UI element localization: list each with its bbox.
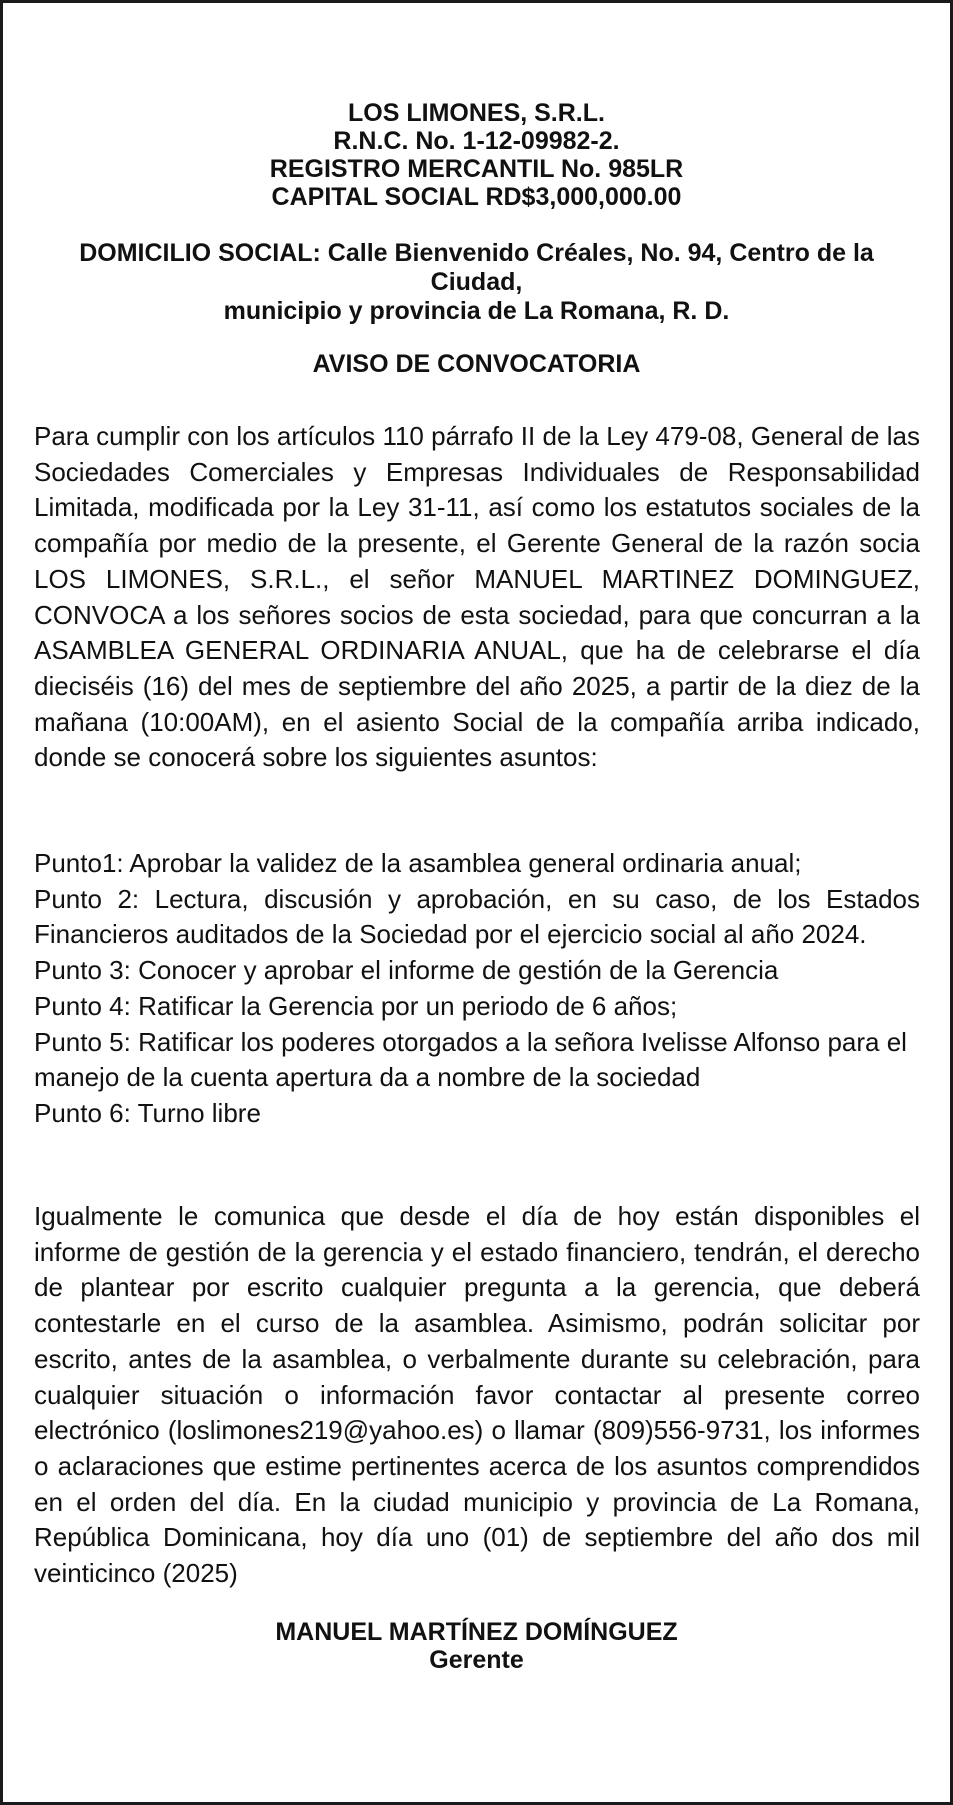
company-capital: CAPITAL SOCIAL RD$3,000,000.00	[271, 183, 682, 211]
convocation-paragraph: Para cumplir con los artículos 110 párrafo II de la Ley 479-08, General de las Sociedades Comerciales y Empresas Individuales de Responsabilidad Limitada, modificada por la Ley 31-11, así como los estatutos sociales de la compañía por medio de la presente, el Gerente General de la razón socia LOS LIMONES, S.R.L., el señor MANUEL MARTINEZ DOMINGUEZ, CONVOCA a los señores socios de esta sociedad, para que concurran a la ASAMBLEA GENERAL ORDINARIA ANUAL, que ha de celebrarse el día dieciséis (16) del mes de septiembre del año 2025, a partir de la diez de la mañana (10:00AM), en el asiento Social de la compañía arriba indicado, donde se conocerá sobre los siguientes asuntos:	[34, 421, 920, 773]
domicile-block	[43, 239, 910, 326]
information-paragraph: Igualmente le comunica que desde el día de hoy están disponibles el informe de gestión de la gerencia y el estado financiero, tendrán, el derecho de plantear por escrito cualquier pregunta a la gerencia, que deberá contestarle en el curso de la asamblea. Asimismo, podrán solicitar por escrito, antes de la asamblea, o verbalmente durante su celebración, para cualquier situación o información favor contactar al presente correo electrónico (loslimones219@yahoo.es) o llamar (809)556-9731, los informes o aclaraciones que estime pertinentes acerca de los asuntos comprendidos en el orden del día. En la ciudad municipio y provincia de La Romana, República Dominicana, hoy día uno (01) de septiembre del año dos mil veinticinco (2025)	[34, 1201, 920, 1589]
agenda-item-5: Punto 5: Ratificar los poderes otorgados a la señora Ivelisse Alfonso para el manejo de la cuenta apertura da a nombre de la sociedad	[34, 1026, 907, 1093]
company-name: LOS LIMONES, S.R.L.	[348, 99, 605, 127]
signatory-name: MANUEL MARTÍNEZ DOMÍNGUEZ	[275, 1618, 678, 1646]
domicile-line-2: municipio y provincia de La Romana, R. D.	[223, 297, 730, 325]
company-registry: REGISTRO MERCANTIL No. 985LR	[269, 155, 684, 183]
domicile-line-1: DOMICILIO SOCIAL: Calle Bienvenido Créales, No. 94, Centro de la Ciudad,	[79, 239, 874, 296]
signatory-role: Gerente	[429, 1646, 524, 1674]
signature-block	[43, 1618, 910, 1674]
notice-title: AVISO DE CONVOCATORIA	[312, 350, 641, 378]
agenda-item-4: Punto 4: Ratificar la Gerencia por un periodo de 6 años;	[34, 990, 678, 1021]
agenda-item-3: Punto 3: Conocer y aprobar el informe de gestión de la Gerencia	[34, 955, 779, 986]
agenda-list	[34, 846, 920, 1132]
agenda-item-2: Punto 2: Lectura, discusión y aprobación, en su caso, de los Estados Financieros auditados de la Sociedad por el ejercicio social al año 2024.	[34, 883, 920, 950]
agenda-item-1: Punto1: Aprobar la validez de la asamblea general ordinaria anual;	[34, 848, 802, 878]
company-rnc: R.N.C. No. 1-12-09982-2.	[333, 127, 620, 155]
agenda-item-6: Punto 6: Turno libre	[34, 1097, 261, 1128]
company-header	[43, 99, 910, 211]
